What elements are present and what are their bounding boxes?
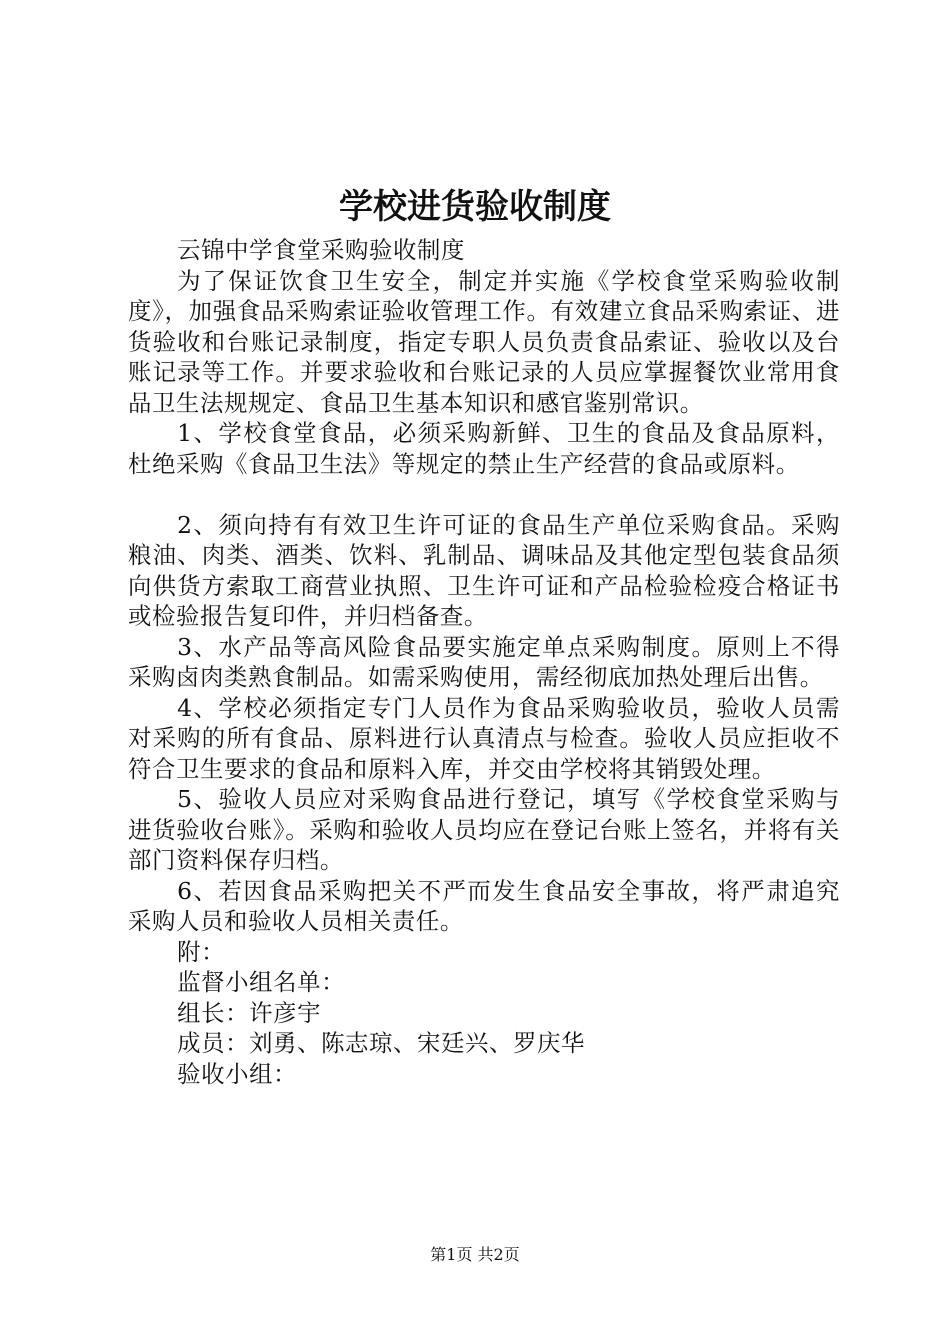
paragraph-item-6: 6、若因食品采购把关不严而发生食品安全事故，将严肃追究采购人员和验收人员相关责任。 bbox=[128, 876, 840, 935]
paragraph-supervision-list: 监督小组名单： bbox=[177, 968, 346, 996]
paragraph-appendix: 附： bbox=[177, 937, 226, 966]
paragraph-item-2: 2、须向持有有效卫生许可证的食品生产单位采购食品。采购粮油、肉类、酒类、饮料、乳制品、调味品及其他定型包装食品须向供货方索取工商营业执照、卫生许可证和产品检验检疫合格证书或检验报告复印件，并归档备查。 bbox=[128, 510, 840, 630]
paragraph-item-5: 5、验收人员应对采购食品进行登记，填写《学校食堂采购与进货验收台账》。采购和验收人员均应在登记台账上签名，并将有关部门资料保存归档。 bbox=[128, 785, 840, 874]
document-body bbox=[128, 235, 840, 1089]
document-title: 学校进货验收制度 bbox=[339, 187, 611, 227]
paragraph-subtitle: 云锦中学食堂采购验收制度 bbox=[177, 236, 466, 264]
paragraph-leader: 组长：许彦宇 bbox=[177, 998, 322, 1027]
page-footer: 第1页 共2页 bbox=[430, 1245, 520, 1264]
paragraph-intro: 为了保证饮食卫生安全，制定并实施《学校食堂采购验收制度》，加强食品采购索证验收管理工作。有效建立食品采购索证、进货验收和台账记录制度，指定专职人员负责食品索证、验收以及台账记录等工作。并要求验收和台账记录的人员应掌握餐饮业常用食品卫生法规规定、食品卫生基本知识和感官鉴别常识。 bbox=[128, 266, 840, 417]
paragraph-members: 成员：刘勇、陈志琼、宋廷兴、罗庆华 bbox=[177, 1029, 585, 1057]
paragraph-acceptance-group: 验收小组： bbox=[177, 1059, 298, 1088]
paragraph-item-1: 1、学校食堂食品，必须采购新鲜、卫生的食品及食品原料，杜绝采购《食品卫生法》等规定的禁止生产经营的食品或原料。 bbox=[128, 419, 840, 478]
paragraph-item-4: 4、学校必须指定专门人员作为食品采购验收员，验收人员需对采购的所有食品、原料进行认真清点与检查。验收人员应拒收不符合卫生要求的食品和原料入库，并交由学校将其销毁处理。 bbox=[128, 693, 840, 783]
paragraph-item-3: 3、水产品等高风险食品要实施定单点采购制度。原则上不得采购卤肉类熟食制品。如需采购使用，需经彻底加热处理后出售。 bbox=[128, 632, 840, 691]
